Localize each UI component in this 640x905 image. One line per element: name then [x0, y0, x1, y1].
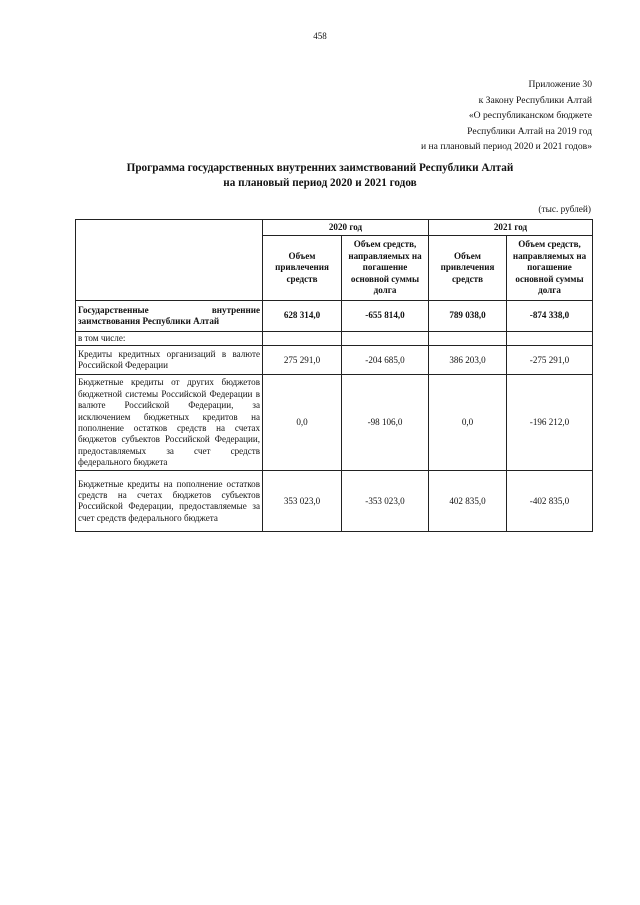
cell-value: -196 212,0 — [507, 375, 593, 471]
column-header: Объем привлечения средств — [429, 236, 507, 301]
year-header-2021: 2021 год — [429, 220, 593, 236]
column-header: Объем привлечения средств — [263, 236, 342, 301]
table-row — [76, 471, 593, 532]
appendix-line: Приложение 30 — [528, 79, 592, 90]
row-name: Кредиты кредитных организаций в валюте Российской Федерации — [76, 346, 263, 375]
cell-value: 789 038,0 — [429, 301, 507, 332]
title-line-2: на плановый период 2020 и 2021 годов — [223, 176, 417, 189]
table-row — [76, 346, 593, 375]
cell-value: 0,0 — [263, 375, 342, 471]
cell-value: -275 291,0 — [507, 346, 593, 375]
cell-value: 386 203,0 — [429, 346, 507, 375]
title-line-1: Программа государственных внутренних заимствований Республики Алтай — [126, 162, 514, 174]
appendix-reference — [421, 77, 592, 155]
column-header: Объем средств, направляемых на погашение основной суммы долга — [342, 236, 429, 301]
row-name: Бюджетные кредиты на пополнение остатков средств на счетах бюджетов субъектов Российской Федерации, предоставляемые за счет средств федерального бюджета — [76, 471, 263, 532]
column-header: Объем средств, направляемых на погашение основной суммы долга — [507, 236, 593, 301]
cell-value: -204 685,0 — [342, 346, 429, 375]
table-row — [76, 332, 593, 346]
row-name: в том числе: — [76, 332, 263, 346]
cell-value: -874 338,0 — [507, 301, 593, 332]
appendix-line: «О республиканском бюджете — [468, 110, 592, 121]
header-blank-cell — [76, 220, 263, 301]
appendix-line: и на плановый период 2020 и 2021 годов» — [421, 141, 592, 152]
appendix-line: к Закону Республики Алтай — [478, 94, 592, 106]
row-name: Государственные внутренние заимствования Республики Алтай — [76, 301, 263, 332]
appendix-line: Республики Алтай на 2019 год — [467, 125, 592, 137]
table-row — [76, 375, 593, 471]
page-number: 458 — [313, 31, 327, 41]
table-row — [76, 301, 593, 332]
cell-value — [342, 332, 429, 346]
document-title — [0, 161, 640, 190]
cell-value: -402 835,0 — [507, 471, 593, 532]
cell-value — [263, 332, 342, 346]
cell-value — [429, 332, 507, 346]
cell-value: -98 106,0 — [342, 375, 429, 471]
cell-value: -353 023,0 — [342, 471, 429, 532]
unit-note: (тыс. рублей) — [538, 205, 591, 215]
borrowings-table — [75, 219, 593, 532]
cell-value: 353 023,0 — [263, 471, 342, 532]
year-header-2020: 2020 год — [263, 220, 429, 236]
cell-value: 402 835,0 — [429, 471, 507, 532]
row-name: Бюджетные кредиты от других бюджетов бюджетной системы Российской Федерации в валюте Российской Федерации, за исключением бюджетных кредитов на пополнение остатков средств на счетах бюджетов субъектов Российской Федерации, предоставляемых за счет средств федерального бюджета — [76, 375, 263, 471]
cell-value — [507, 332, 593, 346]
cell-value: 628 314,0 — [263, 301, 342, 332]
cell-value: 0,0 — [429, 375, 507, 471]
cell-value: -655 814,0 — [342, 301, 429, 332]
cell-value: 275 291,0 — [263, 346, 342, 375]
